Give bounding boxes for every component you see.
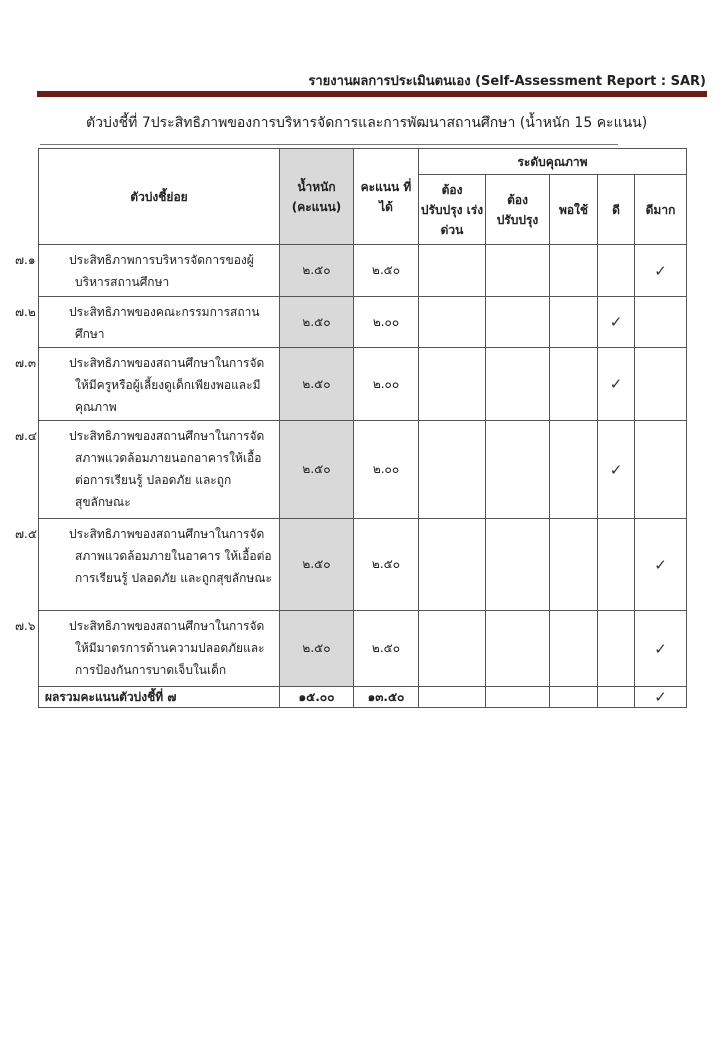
score-cell: ๒.๐๐ <box>354 421 419 519</box>
indicator-number: ๗.๒ <box>15 305 36 319</box>
level-header: ต้อง ปรับปรุง เร่งด่วน <box>419 175 486 245</box>
indicator-cell <box>15 245 280 297</box>
indicator-text-wrap <box>15 249 275 293</box>
level-cell <box>419 611 486 687</box>
total-row <box>39 687 687 708</box>
quality-assessment-table <box>15 148 687 708</box>
level-cell <box>598 611 635 687</box>
indicator-cell <box>15 421 280 519</box>
level-cell <box>598 519 635 611</box>
indicator-text-wrap <box>15 523 275 589</box>
col-levels-header: ระดับคุณภาพ <box>419 149 687 175</box>
level-cell <box>486 348 550 421</box>
level-cell <box>419 348 486 421</box>
indicator-number: ๗.๖ <box>15 619 36 633</box>
indicator-text: ประสิทธิภาพของคณะกรรมการสถานศึกษา <box>69 305 260 341</box>
level-header: ต้อง ปรับปรุง <box>486 175 550 245</box>
level-cell <box>419 421 486 519</box>
level-cell: ✓ <box>598 421 635 519</box>
header-rule <box>37 91 707 97</box>
weight-cell: ๒.๕๐ <box>280 348 354 421</box>
indicator-number: ๗.๔ <box>15 429 37 443</box>
score-cell: ๒.๕๐ <box>354 611 419 687</box>
indicator-text: ประสิทธิภาพของสถานศึกษาในการจัดสภาพแวดล้อมภายในอาคาร ให้เอื้อต่อการเรียนรู้ ปลอดภัย และถูกสุขลักษณะ <box>69 527 272 585</box>
total-score: ๑๓.๕๐ <box>354 687 419 708</box>
level-cell <box>598 687 635 708</box>
indicator-cell <box>15 519 280 611</box>
level-cell: ✓ <box>635 611 687 687</box>
level-header: ดี <box>598 175 635 245</box>
col-weight-header: น้ำหนัก (คะแนน) <box>280 149 354 245</box>
col-indicator-header: ตัวบ่งชี้ย่อย <box>39 149 280 245</box>
table-row <box>39 421 687 519</box>
total-label: ผลรวมคะแนนตัวบ่งชี้ที่ ๗ <box>39 687 280 708</box>
indicator-text: ประสิทธิภาพของสถานศึกษาในการจัดให้มีครูหรือผู้เลี้ยงดูเด็กเพียงพอและมีคุณภาพ <box>69 356 265 414</box>
level-cell <box>486 297 550 348</box>
score-cell: ๒.๕๐ <box>354 519 419 611</box>
indicator-text-wrap <box>15 301 275 345</box>
score-cell: ๒.๕๐ <box>354 245 419 297</box>
level-cell <box>419 687 486 708</box>
level-cell <box>550 348 598 421</box>
score-cell: ๒.๐๐ <box>354 348 419 421</box>
col-score-header: คะแนน ที่ได้ <box>354 149 419 245</box>
indicator-text: ประสิทธิภาพของสถานศึกษาในการจัดสภาพแวดล้อมภายนอกอาคารให้เอื้อต่อการเรียนรู้ ปลอดภัย และถูกสุขลักษณะ <box>69 429 265 509</box>
level-cell <box>550 245 598 297</box>
level-cell <box>635 421 687 519</box>
table-row <box>39 611 687 687</box>
level-cell: ✓ <box>598 348 635 421</box>
level-cell: ✓ <box>598 297 635 348</box>
level-cell <box>486 611 550 687</box>
level-cell <box>598 245 635 297</box>
indicator-cell <box>15 611 280 687</box>
level-cell <box>550 687 598 708</box>
indicator-text-wrap <box>15 352 275 418</box>
level-cell: ✓ <box>635 245 687 297</box>
cut-off-text-line <box>40 139 618 145</box>
level-cell <box>550 297 598 348</box>
table-row <box>39 519 687 611</box>
weight-cell: ๒.๕๐ <box>280 297 354 348</box>
score-cell: ๒.๐๐ <box>354 297 419 348</box>
level-cell <box>486 687 550 708</box>
weight-cell: ๒.๕๐ <box>280 519 354 611</box>
level-cell: ✓ <box>635 687 687 708</box>
level-cell <box>486 519 550 611</box>
level-cell <box>550 519 598 611</box>
level-header: พอใช้ <box>550 175 598 245</box>
indicator-text: ประสิทธิภาพของสถานศึกษาในการจัดให้มีมาตรการด้านความปลอดภัยและการป้องกันการบาดเจ็บในเด็ก <box>69 619 265 677</box>
indicator-number: ๗.๕ <box>15 527 37 541</box>
level-cell <box>419 245 486 297</box>
level-cell <box>486 421 550 519</box>
indicator-number: ๗.๑ <box>15 253 36 267</box>
weight-cell: ๒.๕๐ <box>280 421 354 519</box>
indicator-title: ตัวบ่งชี้ที่ 7ประสิทธิภาพของการบริหารจัดการและการพัฒนาสถานศึกษา (น้ำหนัก 15 คะแนน) <box>86 115 648 131</box>
indicator-text-wrap <box>15 425 275 513</box>
table-row <box>39 348 687 421</box>
level-cell <box>486 245 550 297</box>
indicator-text: ประสิทธิภาพการบริหารจัดการของผู้บริหารสถานศึกษา <box>69 253 254 289</box>
indicator-cell <box>15 297 280 348</box>
level-cell <box>550 421 598 519</box>
level-cell <box>550 611 598 687</box>
level-cell <box>635 348 687 421</box>
level-cell <box>635 297 687 348</box>
indicator-number: ๗.๓ <box>15 356 37 370</box>
table-row <box>39 297 687 348</box>
level-cell <box>419 297 486 348</box>
indicator-text-wrap <box>15 615 275 681</box>
level-cell <box>419 519 486 611</box>
total-weight: ๑๕.๐๐ <box>280 687 354 708</box>
indicator-cell <box>15 348 280 421</box>
weight-cell: ๒.๕๐ <box>280 611 354 687</box>
weight-cell: ๒.๕๐ <box>280 245 354 297</box>
report-header-title: รายงานผลการประเมินตนเอง (Self-Assessment Report : SAR) <box>308 74 706 89</box>
table-row <box>39 245 687 297</box>
level-cell: ✓ <box>635 519 687 611</box>
level-header: ดีมาก <box>635 175 687 245</box>
